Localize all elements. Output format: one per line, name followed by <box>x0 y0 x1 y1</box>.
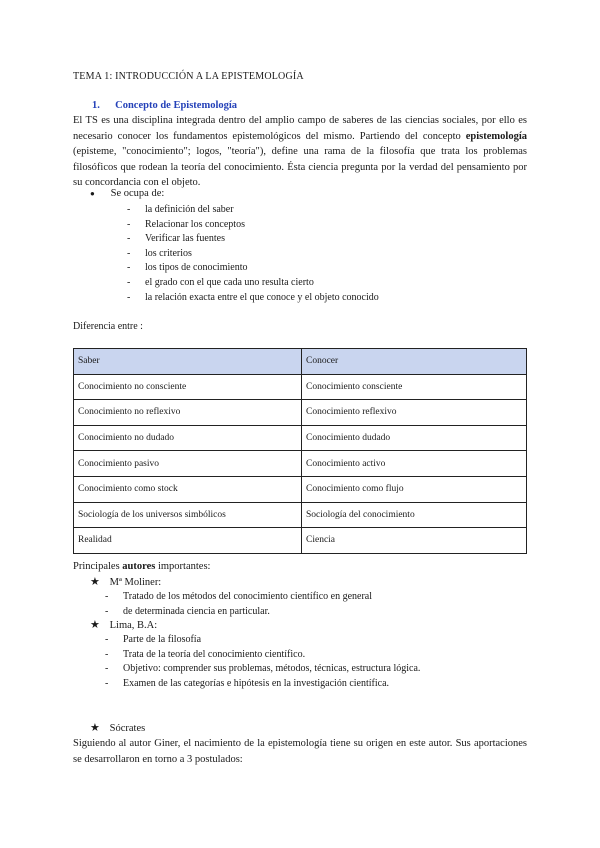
list-item: - de determinada ciencia en particular. <box>105 605 372 620</box>
socrates-paragraph <box>73 736 527 767</box>
ocupa-bullet <box>90 188 164 199</box>
table-cell: Conocimiento consciente <box>302 374 527 400</box>
list-item: - Tratado de los métodos del conocimiento científico en general <box>105 590 372 605</box>
intro-keyword: epistemología <box>465 130 527 142</box>
star-icon: ★ <box>90 576 100 588</box>
table-cell: Conocimiento no consciente <box>74 374 302 400</box>
section-number: 1. <box>92 100 100 111</box>
table-row <box>74 476 527 502</box>
table-header-cell: Conocer <box>302 349 527 375</box>
autores-suffix: importantes: <box>155 561 211 572</box>
intro-paragraph <box>73 113 527 191</box>
table-cell: Conocimiento pasivo <box>74 451 302 477</box>
section-title: Concepto de Epistemología <box>115 100 238 111</box>
table-row <box>74 400 527 426</box>
comparison-table <box>73 348 527 554</box>
moliner-list <box>105 590 372 619</box>
intro-text-1: El TS es una disciplina integrada dentro del amplio campo de saberes de las ciencias sociales, por ello es necesario conocer los fundamentos epistemológicos del mismo. Partiendo del concepto <box>73 115 527 142</box>
list-item: - los criterios <box>127 247 379 262</box>
autores-prefix: Principales <box>73 561 123 572</box>
ocupa-label: Se ocupa de: <box>110 188 165 199</box>
star-icon: ★ <box>90 722 100 734</box>
list-item: - los tipos de conocimiento <box>127 261 379 276</box>
diferencia-label: Diferencia entre : <box>73 321 143 332</box>
autores-intro <box>73 561 210 572</box>
table-header-row <box>74 349 527 375</box>
author-name: Mª Moliner: <box>109 577 162 588</box>
table-cell: Conocimiento activo <box>302 451 527 477</box>
table-cell: Sociología de los universos simbólicos <box>74 502 302 528</box>
star-icon: ★ <box>90 619 100 631</box>
table-cell: Conocimiento reflexivo <box>302 400 527 426</box>
list-item: - la definición del saber <box>127 203 379 218</box>
bullet-icon: ● <box>90 189 95 198</box>
author-name: Lima, B.A: <box>109 620 158 631</box>
list-item: - Trata de la teoría del conocimiento científico. <box>105 648 420 663</box>
author-socrates <box>90 721 145 734</box>
table-header-cell: Saber <box>74 349 302 375</box>
autores-keyword: autores <box>122 561 156 572</box>
ocupa-list <box>127 203 379 305</box>
socrates-text: Siguiendo al autor Giner, el nacimiento de la epistemología tiene su origen en este autor. Sus aportaciones se desarrollaron en torno a 3 postulados: <box>73 738 527 765</box>
table-row <box>74 451 527 477</box>
lima-list <box>105 633 420 691</box>
author-moliner <box>90 575 161 588</box>
list-item: - Parte de la filosofía <box>105 633 420 648</box>
table-cell: Realidad <box>74 528 302 554</box>
intro-text-2: (episteme, "conocimiento"; logos, "teoría"), define una rama de la filosofía que trata los problemas filosóficos que rodean la teoría del conocimiento. Ésta ciencia pregunta por la verdad del pensamiento por su concordancia con el objeto. <box>73 146 527 188</box>
table-cell: Conocimiento como flujo <box>302 476 527 502</box>
table-cell: Conocimiento como stock <box>74 476 302 502</box>
table-cell: Conocimiento no dudado <box>74 425 302 451</box>
author-name: Sócrates <box>109 723 146 734</box>
table-row <box>74 425 527 451</box>
list-item: - Relacionar los conceptos <box>127 218 379 233</box>
page-title: TEMA 1: INTRODUCCIÓN A LA EPISTEMOLOGÍA <box>73 71 304 82</box>
table-cell: Sociología del conocimiento <box>302 502 527 528</box>
table-row <box>74 374 527 400</box>
table-cell: Ciencia <box>302 528 527 554</box>
table-row <box>74 528 527 554</box>
table-row <box>74 502 527 528</box>
table-cell: Conocimiento no reflexivo <box>74 400 302 426</box>
list-item: - Objetivo: comprender sus problemas, métodos, técnicas, estructura lógica. <box>105 662 420 677</box>
list-item: - Examen de las categorías e hipótesis en la investigación científica. <box>105 677 420 692</box>
list-item: - el grado con el que cada uno resulta cierto <box>127 276 379 291</box>
list-item: - Verificar las fuentes <box>127 232 379 247</box>
table-cell: Conocimiento dudado <box>302 425 527 451</box>
section-heading <box>92 100 237 111</box>
list-item: - la relación exacta entre el que conoce y el objeto conocido <box>127 291 379 306</box>
author-lima <box>90 618 157 631</box>
